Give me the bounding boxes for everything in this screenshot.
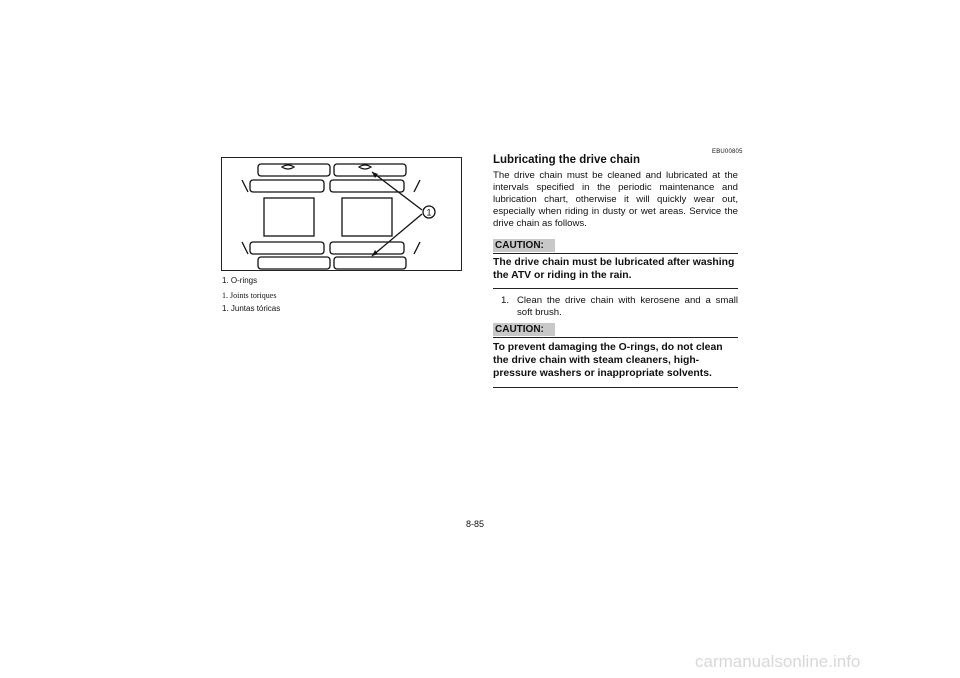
caution-rule-2 — [493, 387, 738, 388]
step-text: Clean the drive chain with kerosene and a small soft brush. — [517, 295, 738, 318]
caution-label: CAUTION: — [493, 239, 555, 252]
caution-header-2 — [493, 323, 738, 338]
caption-english: 1. O-rings — [222, 276, 258, 285]
caution-text-2: To prevent damaging the O-rings, do not clean the drive chain with steam cleaners, high-pressure washers or inappropriate solvents. — [493, 342, 723, 379]
caution-text-1: The drive chain must be lubricated after washing the ATV or riding in the rain. — [493, 257, 735, 281]
document-code: EBU00805 — [712, 149, 743, 155]
page-number: 8-85 — [466, 519, 485, 529]
caution-header-1 — [493, 239, 738, 254]
watermark: carmanualsonline.info — [695, 652, 861, 671]
caution-label: CAUTION: — [493, 323, 555, 336]
chain-diagram — [221, 157, 462, 271]
step-number: 1. — [501, 295, 510, 306]
section-title: Lubricating the drive chain — [493, 154, 640, 166]
caption-spanish: 1. Juntas tóricas — [222, 304, 281, 313]
caution-rule-1 — [493, 288, 738, 289]
callout-number: 1 — [426, 207, 432, 218]
caption-french: 1. Joints toriques — [222, 291, 277, 300]
section-body: The drive chain must be cleaned and lubricated at the intervals specified in the periodic maintenance and lubrication chart, otherwise it will quickly wear out, especially when riding in dusty or wet areas. Service the drive chain as follows. — [493, 170, 738, 229]
drive-chain-illustration — [222, 158, 461, 270]
